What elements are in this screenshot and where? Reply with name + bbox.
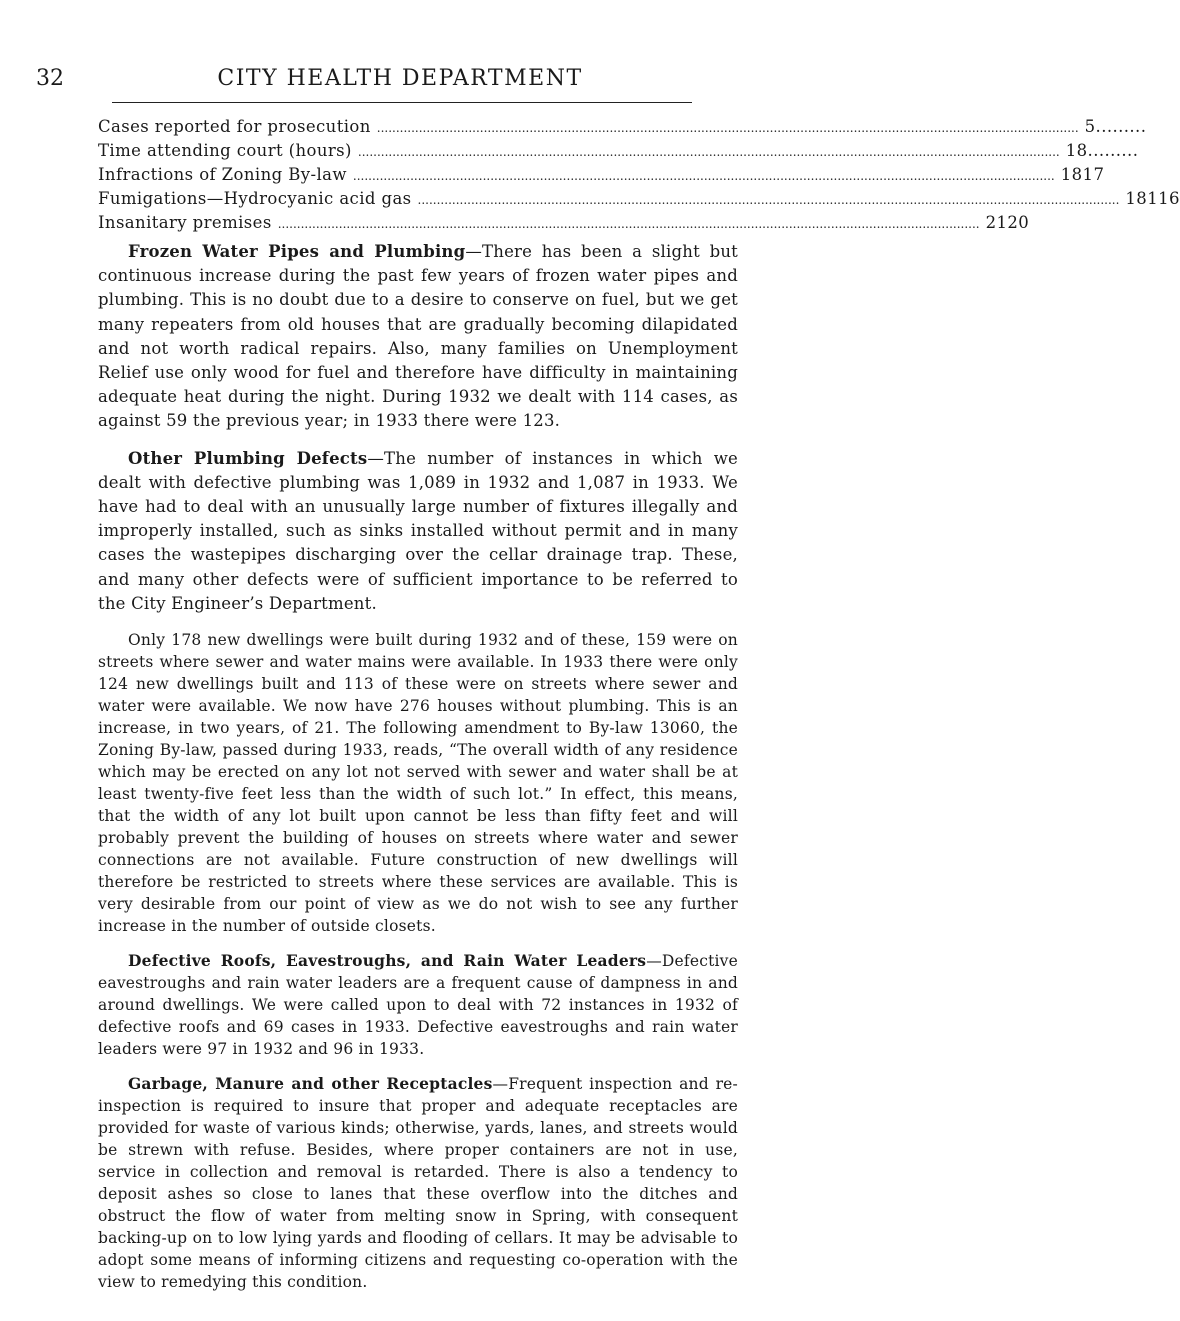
stat-value: 116 [1147, 189, 1180, 208]
page-number: 32 [36, 66, 64, 91]
stat-value: 18 [1125, 189, 1148, 208]
paragraph-new-dwellings [98, 629, 738, 937]
report-body [98, 240, 738, 1306]
dot-leader: ........................................................................................................................................................................................ [277, 217, 980, 231]
paragraph-plumbing-defects [98, 447, 738, 616]
stat-value: ......... [1095, 117, 1147, 136]
paragraph-frozen-pipes [98, 240, 738, 434]
stat-row [98, 189, 1180, 213]
stat-row [98, 213, 1030, 237]
section-heading: Defective Roofs, Eavestroughs, and Rain Water Leaders [128, 951, 647, 971]
running-head-title: CITY HEALTH DEPARTMENT [217, 66, 583, 91]
stat-value: 20 [1007, 213, 1030, 232]
stat-label: Time attending court (hours) [98, 141, 352, 160]
section-heading: Frozen Water Pipes and Plumbing [128, 242, 466, 261]
stat-value: 5 [1084, 117, 1096, 136]
paragraph-text: Only 178 new dwellings were built during 1932 and of these, 159 were on streets where sewer and water mains were available. In 1933 there were only 124 new dwellings built and 113 of these were on streets where sewer and water were available. We now have 276 houses without plumbing. This is an increase, in two years, of 21. The following amendment to By-law 13060, the Zoning By-law, passed during 1933, reads, “The overall width of any residence which may be erected on any lot not served with sewer and water shall be at least twenty-five feet less than the width of such lot.” In effect, this means, that the width of any lot built upon cannot be less than fifty feet and will probably prevent the building of houses on streets where water and sewer connections are not available. Future construction of new dwellings will therefore be restricted to streets where these services are available. This is very desirable from our point of view as we do not wish to see any further increase in the number of outside closets. [98, 631, 738, 936]
section-heading: Garbage, Manure and other Receptacles [128, 1074, 493, 1094]
paragraph-text: —The number of instances in which we dealt with defective plumbing was 1,089 in 1932 and 1,087 in 1933. We have had to deal with an unusually large number of fixtures illegally and improperly installed, such as sinks installed without permit and in many cases the wastepipes discharging over the cellar drainage trap. These, and many other defects were of sufficient importance to be referred to the City Engineer’s Department. [98, 448, 738, 613]
header-rule [112, 102, 692, 103]
page-header [0, 66, 800, 96]
dot-leader: ........................................................................................................................................................................................ [352, 169, 1055, 183]
stat-row [98, 117, 1147, 141]
paragraph-text: —There has been a slight but continuous increase during the past few years of frozen water pipes and plumbing. This is no doubt due to a desire to conserve on fuel, but we get many repeaters from old houses that are gradually becoming dilapidated and not worth radical repairs. Also, many families on Unemployment Relief use only wood for fuel and therefore have difficulty in maintaining adequate heat during the night. During 1932 we dealt with 114 cases, as against 59 the previous year; in 1933 there were 123. [98, 242, 738, 431]
stat-value: ......... [1087, 141, 1139, 160]
stat-value: 21 [985, 213, 1008, 232]
stat-value: 17 [1082, 165, 1105, 184]
dot-leader: ........................................................................................................................................................................................ [357, 145, 1060, 159]
statistics-table [98, 117, 1180, 237]
dot-leader: ........................................................................................................................................................................................ [417, 193, 1120, 207]
stat-label: Infractions of Zoning By-law [98, 165, 347, 184]
stat-label: Insanitary premises [98, 213, 272, 232]
paragraph-text: —Frequent inspection and re-inspection is required to insure that proper and adequate receptacles are provided for waste of various kinds; otherwise, yards, lanes, and streets would be strewn with refuse. Besides, where proper containers are not in use, service in collection and removal is retarded. There is also a tendency to deposit ashes so close to lanes that these overflow into the ditches and obstruct the flow of water from melting snow in Spring, with consequent backing-up on to low lying yards and flooding of cellars. It may be advisable to adopt some means of informing citizens and requesting co-operation with the view to remedying this condition. [98, 1075, 738, 1292]
stat-label: Cases reported for prosecution [98, 117, 371, 136]
section-heading: Other Plumbing Defects [128, 448, 368, 468]
paragraph-text: —Defective eavestroughs and rain water leaders are a frequent cause of dampness in and around dwellings. We were called upon to deal with 72 instances in 1932 of defective roofs and 69 cases in 1933. Defective eavestroughs and rain water leaders were 97 in 1932 and 96 in 1933. [98, 952, 738, 1059]
stat-row [98, 141, 1139, 165]
dot-leader: ........................................................................................................................................................................................ [376, 121, 1079, 135]
paragraph-defective-roofs [98, 950, 738, 1060]
stat-value: 18 [1060, 165, 1083, 184]
stat-value: 18 [1065, 141, 1088, 160]
paragraph-garbage-receptacles [98, 1073, 738, 1293]
stat-row [98, 165, 1105, 189]
stat-label: Fumigations—Hydrocyanic acid gas [98, 189, 412, 208]
